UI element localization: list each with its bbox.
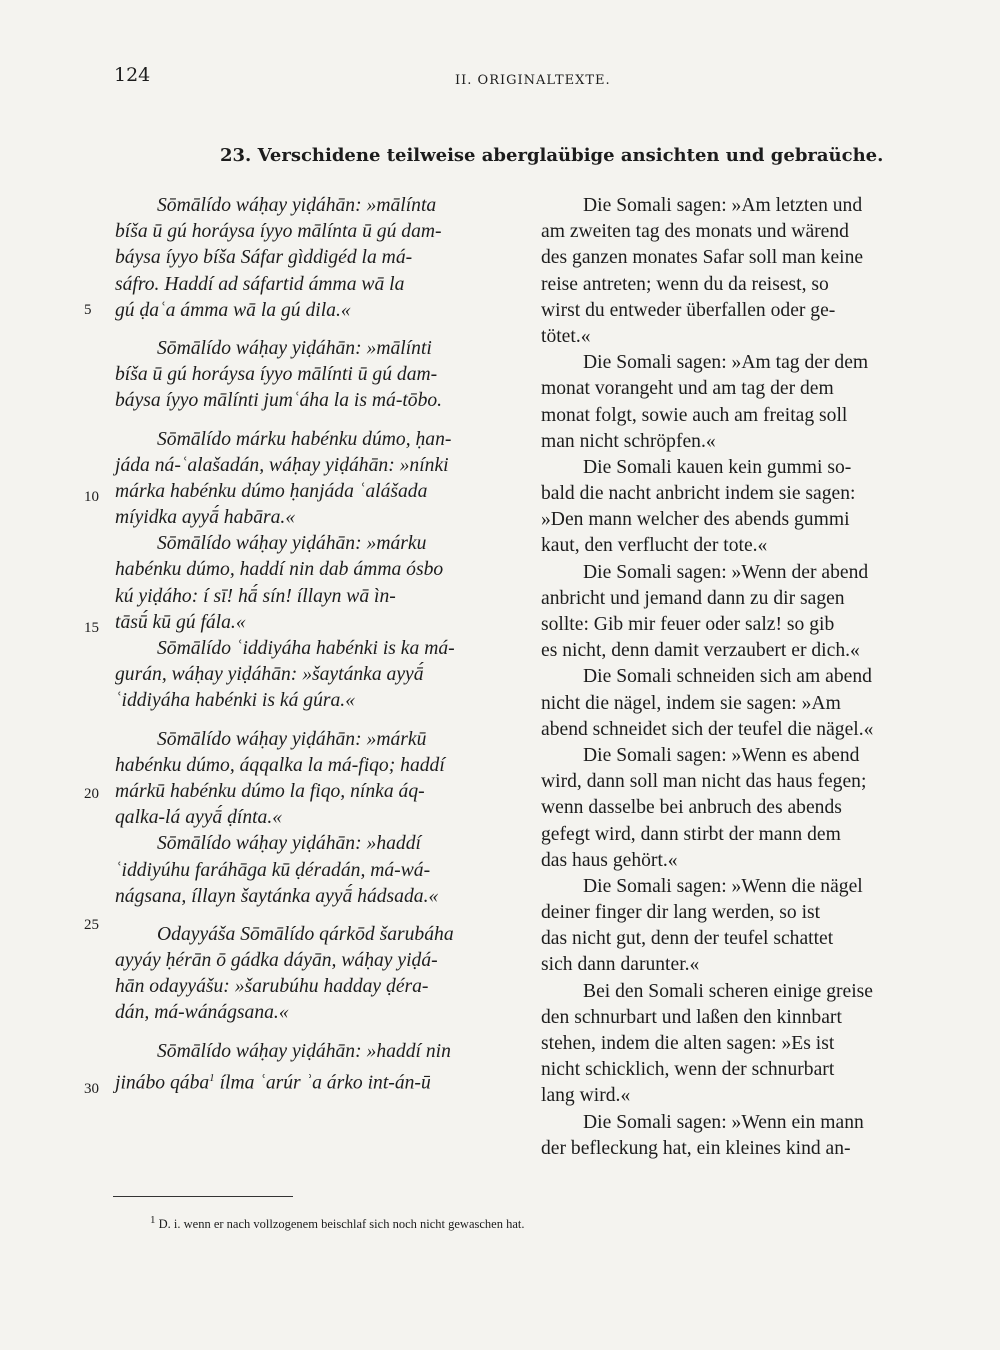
text-line: báysa íyyo mālínti jumʿáha la is má-tōbo. (115, 390, 443, 412)
text-line: »Den mann welcher des abends gummi (541, 509, 850, 531)
text-line (115, 1065, 510, 1094)
text-line: der befleckung hat, ein kleines kind an- (541, 1137, 851, 1159)
text-line: den schnurbart und laßen den kinnbart (541, 1006, 842, 1028)
text-line: stehen, indem die alten sagen: »Es ist (541, 1033, 835, 1054)
line-number: 25 (84, 917, 99, 933)
text-line: Die Somali sagen: »Wenn es abend (583, 744, 860, 766)
text-line: Sōmālído wáḥay yiḍáhān: »mālínta (157, 195, 437, 216)
text-line: tötet.« (541, 325, 591, 347)
text-line: das nicht gut, denn der teufel schattet (541, 928, 834, 950)
text-line: Die Somali kauen kein gummi so- (583, 456, 852, 478)
text-line: nágsana, íllayn šaytánka ayyā́ hádsada.« (115, 885, 439, 907)
text-line: márka habénku dúmo ḥanjáda ʿalášada (115, 480, 428, 502)
text-line: wenn dasselbe bei anbruch des abends (541, 797, 842, 819)
text-line: habénku dúmo, haddí nin dab ámma ósbo (115, 559, 444, 581)
text-line: monat vorangeht und am tag der dem (541, 378, 834, 400)
text-line: gurán, wáḥay yiḍáhān: »šaytánka ayyā́ (115, 664, 424, 686)
footnote-text: D. i. wenn er nach vollzogenem beischlaf sich noch nicht gewaschen hat. (158, 1217, 525, 1232)
section-title: 23. Verschidene teilweise aberglaübige ansichten und gebraüche. (220, 145, 884, 166)
text-line: reise antreten; wenn du da reisest, so (541, 273, 829, 295)
text-line: wird, dann soll man nicht das haus fegen; (541, 771, 867, 793)
text-line: ʿiddiyúhu faráhāga kū ḍéradán, má-wá- (115, 859, 431, 881)
text-line: báysa íyyo bíša Sáfar gìddigéd la má- (115, 247, 413, 269)
text-line: Die Somali schneiden sich am abend (583, 666, 872, 688)
text-line: bíša ū gú horáysa íyyo mālínta ū gú dam- (115, 221, 442, 243)
text-line: Die Somali sagen: »Wenn die nägel (583, 875, 863, 897)
text-line: Sōmālído ʿiddiyáha habénki is ka má- (157, 638, 455, 659)
text-line: kaut, den verflucht der tote.« (541, 535, 768, 557)
text-line: Sōmālído wáḥay yiḍáhān: »haddí (157, 833, 421, 855)
somali-text-column (115, 193, 510, 1094)
text-line: lang wird.« (541, 1085, 631, 1107)
line-number: 20 (84, 786, 99, 802)
text-line: sollte: Gib mir feuer oder salz! so gib (541, 614, 835, 635)
line-number: 5 (84, 302, 92, 318)
text-line: kú yiḍáho: í sī! hā́ sín! íllayn wā ìn- (115, 585, 396, 607)
text-line: habénku dúmo, áqqalka la má-fiqo; haddí (115, 754, 445, 776)
text-line: nicht die nägel, indem sie sagen: »Am (541, 692, 841, 714)
text-fragment: ílma ʿarúr ʾa árko int-án-ū (219, 1072, 431, 1094)
text-line: bald die nacht anbricht indem sie sagen: (541, 483, 856, 505)
text-line: Die Somali sagen: »Am tag der dem (583, 352, 869, 374)
text-line: Bei den Somali scheren einige greise (583, 980, 874, 1002)
text-line: monat folgt, sowie auch am freitag soll (541, 404, 848, 426)
line-number: 30 (84, 1081, 99, 1097)
text-line: hān odayyášu: »šarubúhu hadday ḍéra- (115, 976, 429, 998)
text-line: am zweiten tag des monats und wärend (541, 221, 849, 243)
text-line: anbricht und jemand dann zu dir sagen (541, 587, 845, 609)
text-line: dán, má-wánágsana.« (115, 1002, 289, 1024)
text-fragment: jinábo qába (115, 1072, 210, 1094)
text-line: nicht schicklich, wenn der schnurbart (541, 1059, 835, 1081)
line-number: 15 (84, 620, 99, 636)
footnote-rule (113, 1196, 293, 1197)
text-line: deiner finger dir lang werden, so ist (541, 902, 821, 924)
text-line: tāsū́ kū gú fála.« (115, 611, 246, 633)
text-line: man nicht schröpfen.« (541, 430, 716, 452)
text-line: Die Somali sagen: »Wenn ein mann (583, 1111, 864, 1133)
page-number: 124 (114, 64, 151, 86)
footnote-marker: 1 (209, 1071, 215, 1084)
text-line: míyidka ayyā́ habāra.« (115, 507, 296, 529)
line-number: 10 (84, 489, 99, 505)
text-line: gú ḍaʿa ámma wā la gú dila.« (115, 299, 351, 321)
text-line: márkū habénku dúmo la fiqo, nínka áq- (115, 780, 425, 802)
text-line: Odayyášа Sōmālído qárkōd šarubáha (157, 923, 454, 945)
text-line: das haus gehört.« (541, 849, 678, 871)
text-line: Sōmālído wáḥay yiḍáhān: »márkū (157, 728, 427, 750)
running-title: II. ORIGINALTEXTE. (455, 73, 611, 88)
text-line: des ganzen monates Safar soll man keine (541, 247, 864, 269)
text-line: abend schneidet sich der teufel die nägel.« (541, 718, 874, 740)
text-line: jáda ná-ʿalašadán, wáḥay yiḍáhān: »nínki (115, 454, 449, 476)
text-line: ayyáy ḥérān ō gádka dáyān, wáḥay yiḍá- (115, 950, 438, 972)
text-line: Die Somali sagen: »Wenn der abend (583, 561, 869, 583)
footnote-number: 1 (150, 1214, 156, 1226)
text-line: ʿiddiyáha habénki is ká gúra.« (115, 690, 355, 712)
text-line: Sōmālído márku habénku dúmo, ḥan- (157, 428, 452, 450)
text-line: Sōmālído wáḥay yiḍáhān: »haddí nin (157, 1040, 451, 1062)
text-line: sáfro. Haddí ad sáfartid ámma wā la (115, 273, 405, 295)
german-translation-column (541, 193, 933, 1162)
text-line: qalka-lá ayyā́ ḍínta.« (115, 807, 283, 829)
text-line: es nicht, denn damit verzaubert er dich.« (541, 640, 860, 662)
text-line: Sōmālído wáḥay yiḍáhān: »márku (157, 533, 427, 555)
footnote (150, 1214, 524, 1232)
text-line: bíša ū gú horáysa íyyo mālínti ū gú dam- (115, 364, 438, 386)
text-line: Die Somali sagen: »Am letzten und (583, 195, 863, 216)
text-line: Sōmālído wáḥay yiḍáhān: »mālínti (157, 337, 432, 359)
text-line: gefegt wird, dann stirbt der mann dem (541, 823, 841, 845)
text-line: sich dann darunter.« (541, 954, 700, 976)
text-line: wirst du entweder überfallen oder ge- (541, 299, 836, 321)
